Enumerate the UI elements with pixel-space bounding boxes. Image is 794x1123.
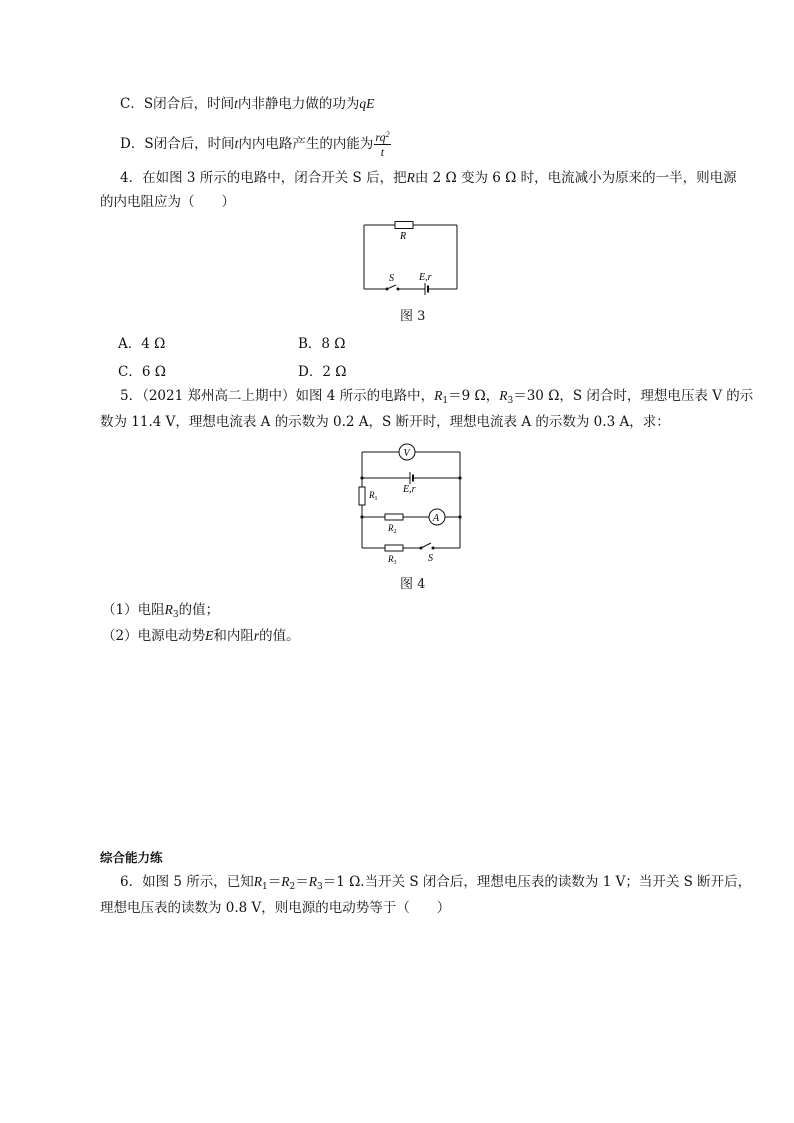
q4-option-d: D．2 Ω [298, 364, 347, 380]
q4-option-b: B．8 Ω [298, 336, 346, 352]
q6-stem-line2: 理想电压表的读数为 0.8 V，则电源的电动势等于（ ） [100, 900, 451, 916]
q5-sub-question-2: （2）电源电动势E和内阻r的值。 [102, 628, 300, 644]
q4-option-a: A．4 Ω [118, 336, 166, 352]
q3-option-d: D．S闭合后，时间t内内电路产生的内能为 $\frac{rq^2}{t}$ [120, 130, 390, 159]
q4-stem-line2: 的内电阻应为（ ） [100, 194, 235, 210]
q5-stem-line1: 5．（2021 郑州高二上期中）如图 4 所示的电路中，$R_1=9$ Ω，$R_3=30$ Ω，S 闭合时，理想电压表 V 的示 [120, 388, 754, 406]
label-s: S [428, 553, 433, 564]
ammeter-label: A [433, 513, 440, 524]
label-er: E,r [419, 272, 432, 283]
q6-stem-line1: 6．如图 5 所示，已知$R_1=R_2=R_3=1$ Ω.当开关 S 闭合后，理想电压表的读数为 1 V；当开关 S 断开后， [120, 874, 752, 892]
fraction: $\frac{rq^2}{t}$ [375, 130, 390, 159]
figure-4-caption: 图 4 [400, 577, 426, 592]
voltmeter-label: V [403, 448, 410, 459]
q4-stem-line1: 4．在如图 3 所示的电路中，闭合开关 S 后，把R由 2 Ω 变为 6 Ω 时，电流减小为原来的一半，则电源 [120, 170, 737, 186]
q5-sub-question-1: （1）电阻$R_3$的值； [102, 602, 220, 620]
label-r3: $R_3$ [388, 554, 397, 565]
label-r2: $R_2$ [388, 523, 397, 535]
q5-stem-line2: 数为 11.4 V，理想电流表 A 的示数为 0.2 A，S 断开时，理想电流表 A 的示数为 0.3 A，求： [100, 414, 670, 430]
figure-3-circuit [355, 218, 467, 298]
q3-option-c: C．S闭合后，时间t内非静电力做的功为qE [120, 96, 375, 112]
label-er: E,r [403, 484, 416, 495]
label-r: R [400, 231, 407, 242]
label-r1: $R_1$ [369, 490, 378, 502]
q4-option-c: C．6 Ω [118, 364, 166, 380]
figure-3-caption: 图 3 [400, 309, 426, 324]
label-s: S [389, 273, 394, 284]
section-title: 综合能力练 [100, 850, 163, 865]
figure-4-circuit [355, 440, 467, 565]
